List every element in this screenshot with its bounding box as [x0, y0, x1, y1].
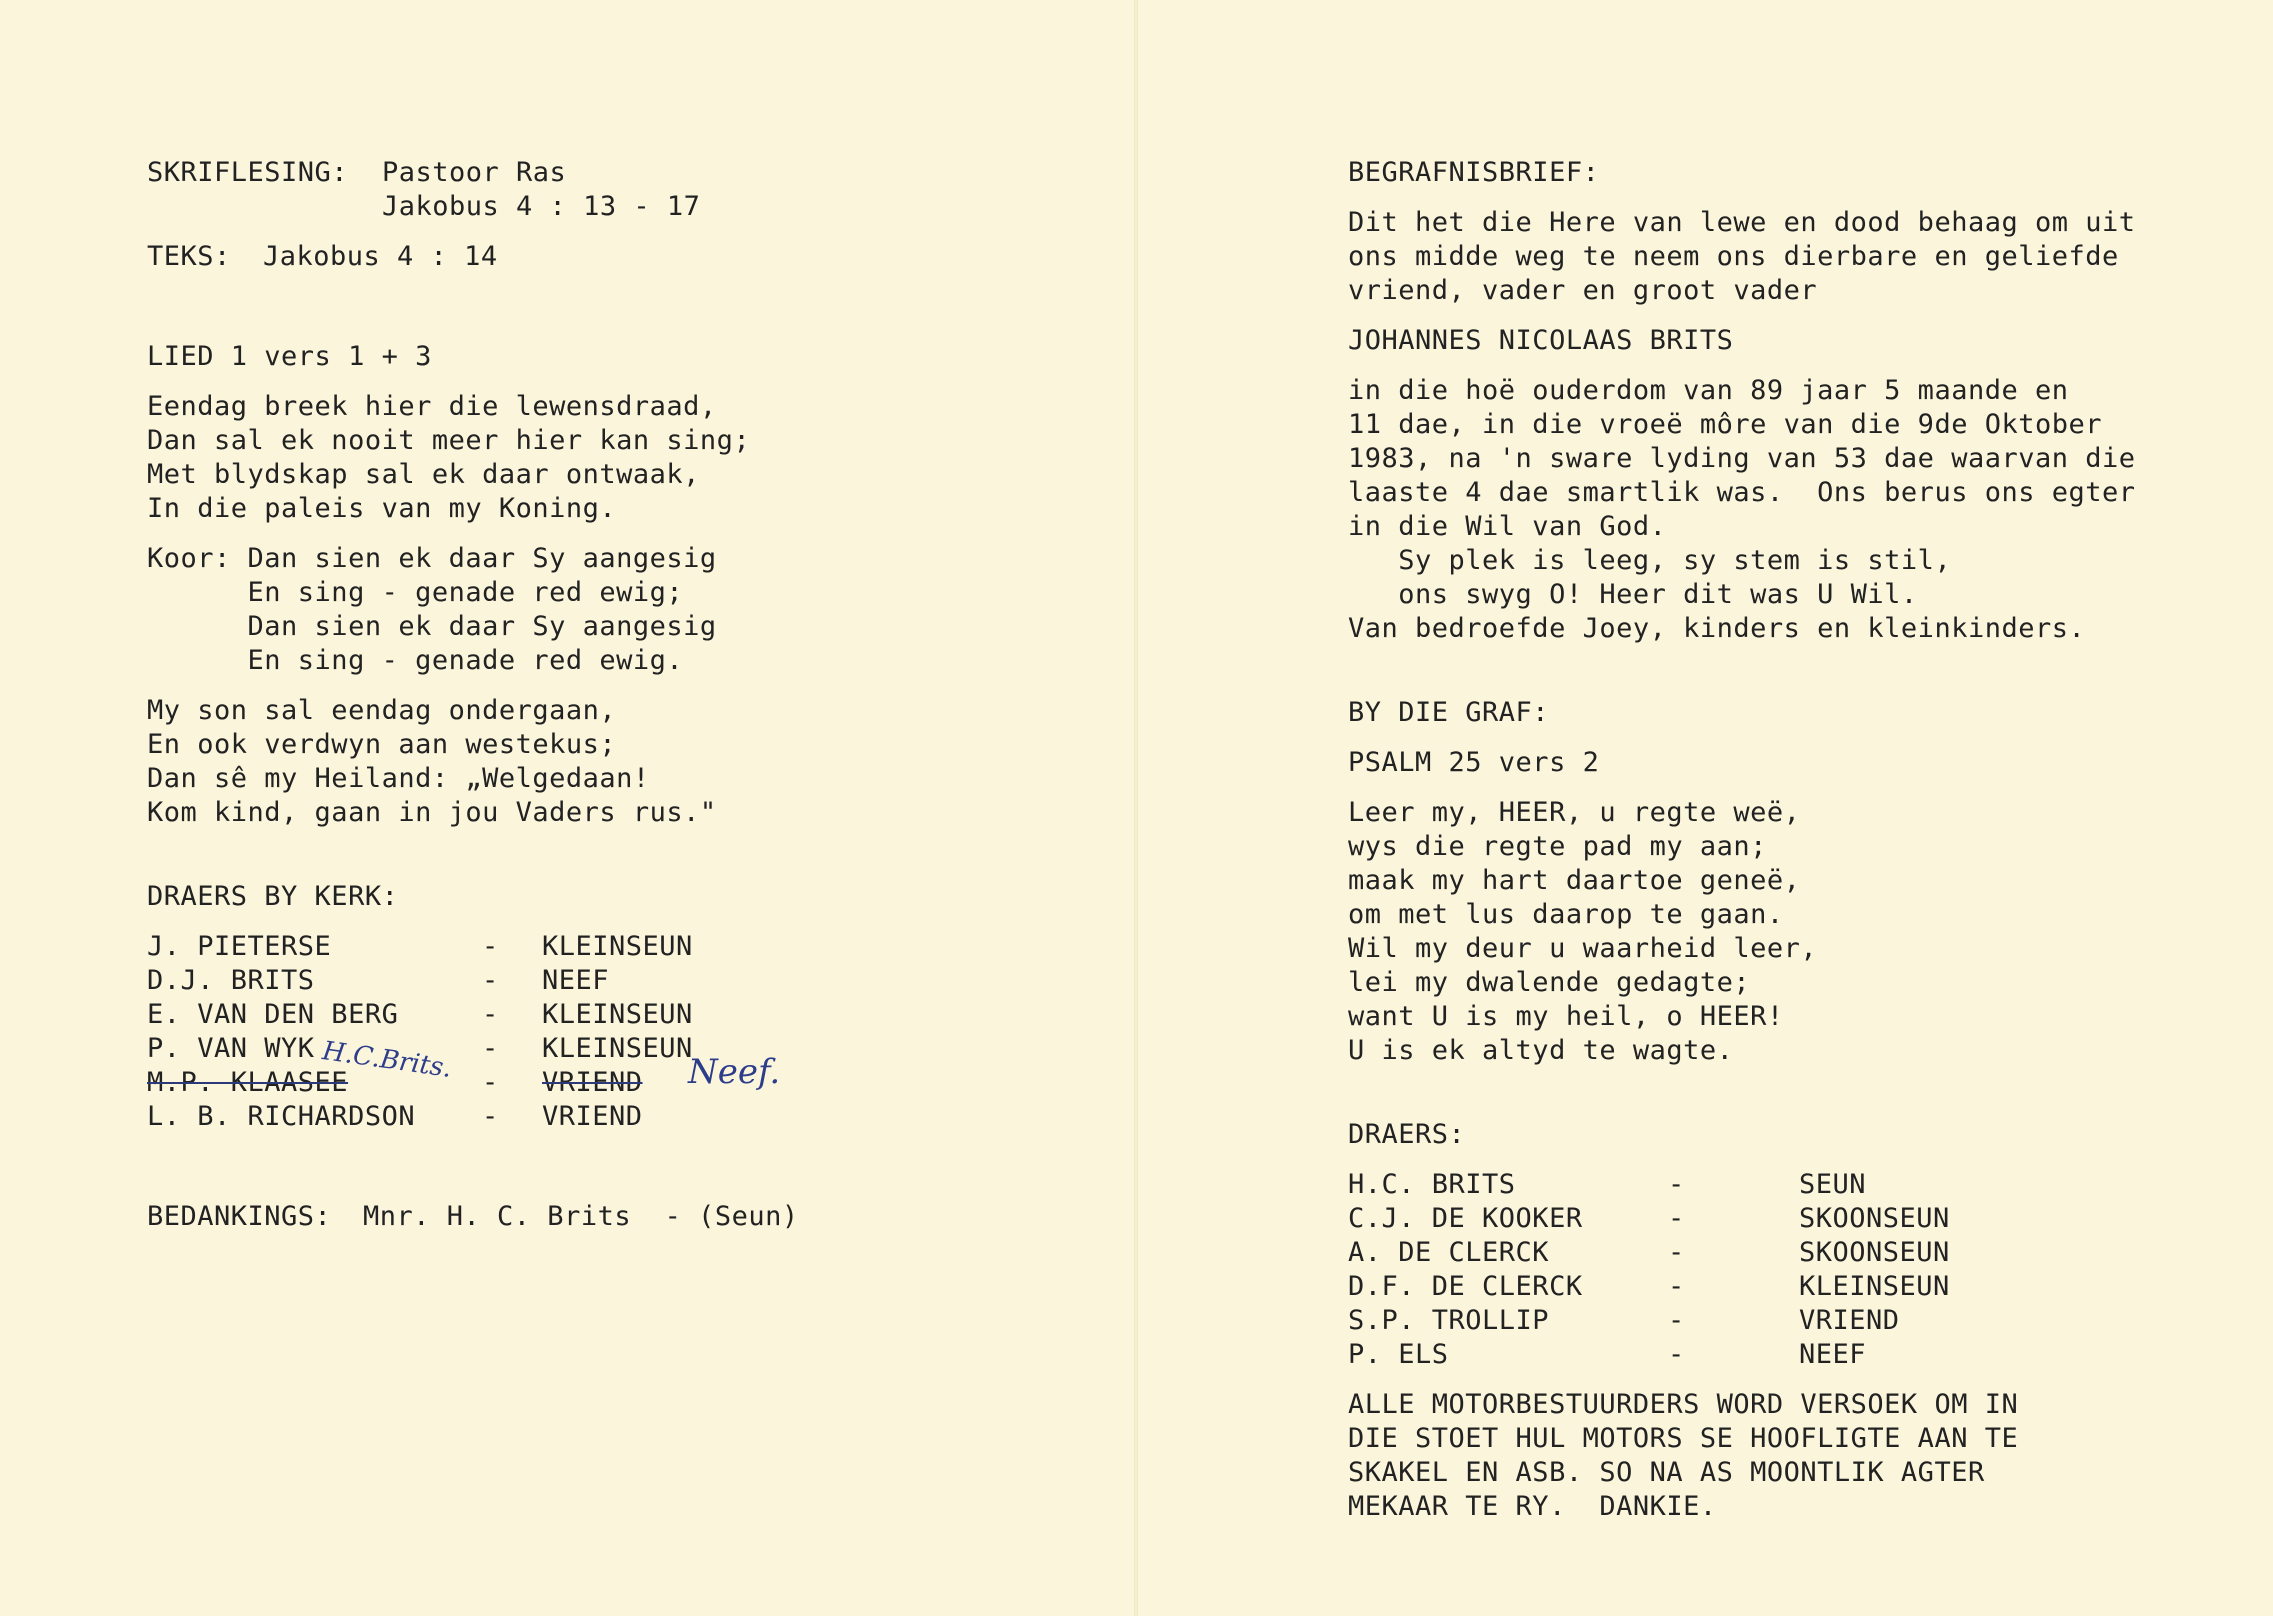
draers-kerk-table [147, 930, 799, 1134]
psalm-line: U is ek altyd te wagte. [1348, 1035, 1734, 1066]
psalm-text [1348, 796, 2136, 1068]
intro-line: ons midde weg te neem ons dierbare en geliefde [1348, 241, 2119, 272]
table-row [1348, 1202, 2136, 1236]
bedankings-line [147, 1200, 799, 1234]
hymn-verse-3 [147, 694, 799, 830]
deceased-name: JOHANNES NICOLAAS BRITS [1348, 325, 1734, 356]
bearer-relation: KLEINSEUN [1799, 1271, 1950, 1302]
detail-line: laaste 4 dae smartlik was. Ons berus ons egter [1348, 477, 2136, 508]
detail-line: ons swyg O! Heer dit was U Wil. [1348, 579, 1918, 610]
bearer-relation-struck: VRIEND [542, 1067, 643, 1098]
dash: - [1668, 1237, 1685, 1268]
verse-line: Eendag breek hier die lewensdraad, [147, 391, 717, 422]
bearer-relation: VRIEND [542, 1101, 643, 1132]
chorus-line: Koor: Dan sien ek daar Sy aangesig [147, 543, 717, 574]
bearer-name: C.J. DE KOOKER [1348, 1203, 1583, 1234]
bedankings-label: BEDANKINGS: [147, 1201, 332, 1232]
bearer-relation: KLEINSEUN [542, 999, 693, 1030]
skriflesing-by: Pastoor Ras [382, 157, 567, 188]
table-row [147, 998, 799, 1032]
table-row [1348, 1270, 2136, 1304]
bearer-name: S.P. TROLLIP [1348, 1305, 1550, 1336]
dash: - [482, 1067, 499, 1098]
teks-line [147, 240, 799, 274]
notice-line: DIE STOET HUL MOTORS SE HOOFLIGTE AAN TE [1348, 1423, 2019, 1454]
verse-line: Dan sê my Heiland: „Welgedaan! [147, 763, 650, 794]
dash: - [482, 1101, 499, 1132]
teks-label: TEKS: [147, 241, 231, 272]
bearer-name: P. VAN WYK [147, 1033, 315, 1064]
bearer-relation: KLEINSEUN [542, 1033, 693, 1064]
bearer-name: J. PIETERSE [147, 931, 332, 962]
bearer-name: H.C. BRITS [1348, 1169, 1516, 1200]
table-row [147, 964, 799, 998]
psalm-line: wys die regte pad my aan; [1348, 831, 1767, 862]
right-page [1136, 0, 2273, 1616]
bearer-relation: SKOONSEUN [1799, 1203, 1950, 1234]
begrafnisbrief-title: BEGRAFNISBRIEF: [1348, 157, 1600, 188]
skriflesing-ref: Jakobus 4 : 13 - 17 [382, 191, 701, 222]
psalm-line: maak my hart daartoe geneë, [1348, 865, 1801, 896]
bearer-relation: KLEINSEUN [542, 931, 693, 962]
dash: - [482, 999, 499, 1030]
bearer-name: P. ELS [1348, 1339, 1449, 1370]
bearer-relation: NEEF [1799, 1339, 1867, 1370]
psalm-line: want U is my heil, o HEER! [1348, 1001, 1784, 1032]
psalm-line: Wil my deur u waarheid leer, [1348, 933, 1818, 964]
intro-line: Dit het die Here van lewe en dood behaag om uit [1348, 207, 2136, 238]
details-paragraph [1348, 374, 2136, 646]
draers-kerk-title: DRAERS BY KERK: [147, 881, 399, 912]
dash: - [1668, 1339, 1685, 1370]
notice-line: MEKAAR TE RY. DANKIE. [1348, 1491, 1717, 1522]
hymn-chorus [147, 542, 799, 678]
verse-line: Met blydskap sal ek daar ontwaak, [147, 459, 700, 490]
intro-line: vriend, vader en groot vader [1348, 275, 1818, 306]
dash: - [482, 965, 499, 996]
detail-line: 1983, na 'n sware lyding van 53 dae waarvan die [1348, 443, 2136, 474]
handwritten-relation-annotation: Neef. [688, 1052, 781, 1092]
verse-line: Dan sal ek nooit meer hier kan sing; [147, 425, 751, 456]
skriflesing-ref-line [147, 190, 799, 224]
detail-line: in die Wil van God. [1348, 511, 1667, 542]
verse-line: Kom kind, gaan in jou Vaders rus." [147, 797, 717, 828]
psalm-line: Leer my, HEER, u regte weë, [1348, 797, 1801, 828]
right-column [1348, 156, 2136, 1524]
bearer-relation: SKOONSEUN [1799, 1237, 1950, 1268]
psalm-title: PSALM 25 vers 2 [1348, 747, 1600, 778]
psalm-line: lei my dwalende gedagte; [1348, 967, 1751, 998]
verse-line: My son sal eendag ondergaan, [147, 695, 617, 726]
notice-line: ALLE MOTORBESTUURDERS WORD VERSOEK OM IN [1348, 1389, 2019, 1420]
table-row [1348, 1338, 2136, 1372]
bearer-relation: VRIEND [1799, 1305, 1900, 1336]
draers-table [1348, 1168, 2136, 1372]
table-row [147, 1100, 799, 1134]
draers-title: DRAERS: [1348, 1119, 1466, 1150]
psalm-line: om met lus daarop te gaan. [1348, 899, 1784, 930]
detail-line: in die hoë ouderdom van 89 jaar 5 maande en [1348, 375, 2069, 406]
dash: - [1668, 1305, 1685, 1336]
bearer-name: D.J. BRITS [147, 965, 315, 996]
dash: - [482, 931, 499, 962]
verse-line: En ook verdwyn aan westekus; [147, 729, 617, 760]
chorus-line: Dan sien ek daar Sy aangesig [147, 611, 717, 642]
chorus-line: En sing - genade red ewig; [147, 577, 684, 608]
bearer-name-struck: M.P. KLAASEE [147, 1067, 349, 1098]
handwritten-name-annotation: H.C.Brits. [320, 1036, 454, 1084]
notice-line: SKAKEL EN ASB. SO NA AS MOONTLIK AGTER [1348, 1457, 1985, 1488]
table-row [1348, 1236, 2136, 1270]
left-page [0, 0, 1136, 1616]
hymn-verse-1 [147, 390, 799, 526]
dash: - [1668, 1169, 1685, 1200]
dash: - [482, 1033, 499, 1064]
bearer-name: E. VAN DEN BERG [147, 999, 399, 1030]
by-die-graf-title: BY DIE GRAF: [1348, 697, 1550, 728]
dash: - [1668, 1203, 1685, 1234]
lied-title: LIED 1 vers 1 + 3 [147, 341, 432, 372]
detail-line: Sy plek is leeg, sy stem is stil, [1348, 545, 1952, 576]
chorus-line: En sing - genade red ewig. [147, 645, 684, 676]
detail-line: 11 dae, in die vroeë môre van die 9de Oktober [1348, 409, 2102, 440]
verse-line: In die paleis van my Koning. [147, 493, 617, 524]
dash: - [1668, 1271, 1685, 1302]
detail-line: Van bedroefde Joey, kinders en kleinkinders. [1348, 613, 2086, 644]
bearer-name: L. B. RICHARDSON [147, 1101, 416, 1132]
bearer-name: D.F. DE CLERCK [1348, 1271, 1583, 1302]
bearer-relation: SEUN [1799, 1169, 1867, 1200]
bearer-name: A. DE CLERCK [1348, 1237, 1550, 1268]
table-row [1348, 1168, 2136, 1202]
skriflesing-label: SKRIFLESING: [147, 157, 349, 188]
bedankings-text: Mnr. H. C. Brits - (Seun) [363, 1201, 799, 1232]
motorists-notice [1348, 1388, 2136, 1524]
intro-paragraph [1348, 206, 2136, 308]
table-row [1348, 1304, 2136, 1338]
skriflesing-line [147, 156, 799, 190]
table-row [147, 930, 799, 964]
teks-ref: Jakobus 4 : 14 [263, 241, 498, 272]
bearer-relation: NEEF [542, 965, 610, 996]
